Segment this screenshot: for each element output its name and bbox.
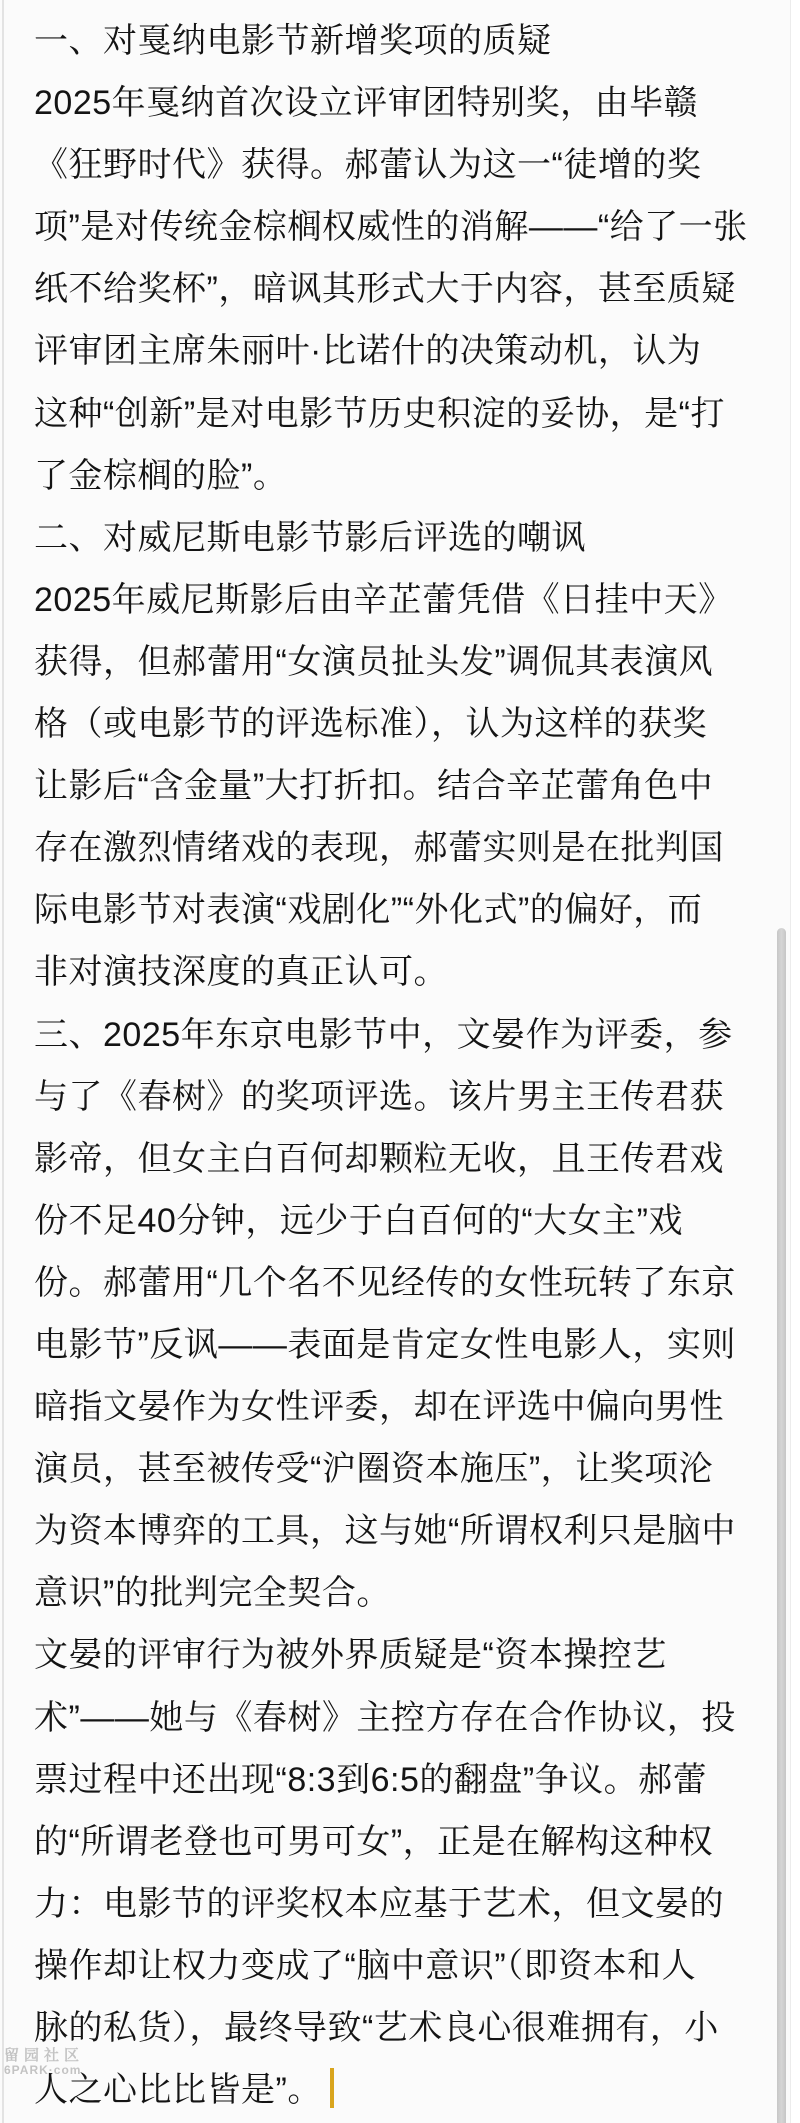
text-body[interactable] xyxy=(34,10,758,2121)
text-line: 际电影节对表演“戏剧化”“外化式”的偏好，而 xyxy=(34,891,703,930)
text-line: 项”是对传统金棕榈权威性的消解——“给了一张 xyxy=(34,208,748,247)
text-line: 评审团主席朱丽叶·比诺什的决策动机，认为 xyxy=(34,332,702,371)
scrollbar-track-divider xyxy=(790,0,791,2123)
text-line: 存在激烈情绪戏的表现，郝蕾实则是在批判国 xyxy=(34,829,724,868)
text-line: 非对演技深度的真正认可。 xyxy=(34,953,448,992)
text-line: 二、对威尼斯电影节影后评选的嘲讽 xyxy=(34,518,586,557)
text-line: 人之心比比皆是”。 xyxy=(34,2059,758,2121)
text-line: 份不足40分钟，远少于白百何的“大女主”戏 xyxy=(34,1201,683,1240)
text-line: 《狂野时代》获得。郝蕾认为这一“徒增的奖 xyxy=(34,146,702,185)
text-line: 的“所谓老登也可男可女”，正是在解构这种权 xyxy=(34,1822,714,1861)
watermark-site-name: 留园社区 xyxy=(4,2047,85,2064)
text-line: 份。郝蕾用“几个名不见经传的女性玩转了东京 xyxy=(34,1263,736,1302)
text-line: 暗指文晏作为女性评委，却在评选中偏向男性 xyxy=(34,1388,724,1427)
text-line: 获得，但郝蕾用“女演员扯头发”调侃其表演风 xyxy=(34,642,714,681)
text-line: 格（或电影节的评选标准），认为这样的获奖 xyxy=(34,705,707,744)
text-line: 为资本博弈的工具，这与她“所谓权利只是脑中 xyxy=(34,1512,736,1551)
text-line: 意识”的批判完全契合。 xyxy=(34,1574,391,1613)
watermark-site-url: 6PARK·com xyxy=(4,2063,82,2077)
text-line: 2025年威尼斯影后由辛芷蕾凭借《日挂中天》 xyxy=(34,580,733,619)
scrollbar-thumb[interactable] xyxy=(777,928,786,2123)
text-line: 术”——她与《春树》主控方存在合作协议，投 xyxy=(34,1698,736,1737)
left-edge-divider xyxy=(2,0,4,2123)
text-line: 让影后“含金量”大打折扣。结合辛芷蕾角色中 xyxy=(34,767,714,806)
text-line: 2025年戛纳首次设立评审团特别奖，由毕赣 xyxy=(34,84,699,123)
text-line: 票过程中还出现“8:3到6:5的翻盘”争议。郝蕾 xyxy=(34,1760,708,1799)
text-line: 力：电影节的评奖权本应基于艺术，但文晏的 xyxy=(34,1884,724,1923)
text-line: 这种“创新”是对电影节历史积淀的妥协，是“打 xyxy=(34,394,725,433)
watermark xyxy=(4,2048,84,2077)
text-line: 一、对戛纳电影节新增奖项的质疑 xyxy=(34,22,552,60)
text-line: 演员，甚至被传受“沪圈资本施压”，让奖项沦 xyxy=(34,1450,714,1489)
text-line: 三、2025年东京电影节中，文晏作为评委，参 xyxy=(34,1015,733,1054)
text-cursor xyxy=(330,2068,334,2108)
text-line: 脉的私货），最终导致“艺术良心很难拥有，小 xyxy=(34,2009,719,2047)
text-line: 纸不给奖杯”，暗讽其形式大于内容，甚至质疑 xyxy=(34,270,736,309)
text-line: 影帝，但女主白百何却颗粒无收，且王传君戏 xyxy=(34,1139,724,1178)
text-line: 电影节”反讽——表面是肯定女性电影人，实则 xyxy=(34,1325,736,1364)
text-line: 与了《春树》的奖项评选。该片男主王传君获 xyxy=(34,1077,724,1116)
text-line: 操作却让权力变成了“脑中意识”（即资本和人 xyxy=(34,1946,697,1985)
text-line: 了金棕榈的脸”。 xyxy=(34,456,288,495)
text-line: 文晏的评审行为被外界质疑是“资本操控艺 xyxy=(34,1636,667,1675)
